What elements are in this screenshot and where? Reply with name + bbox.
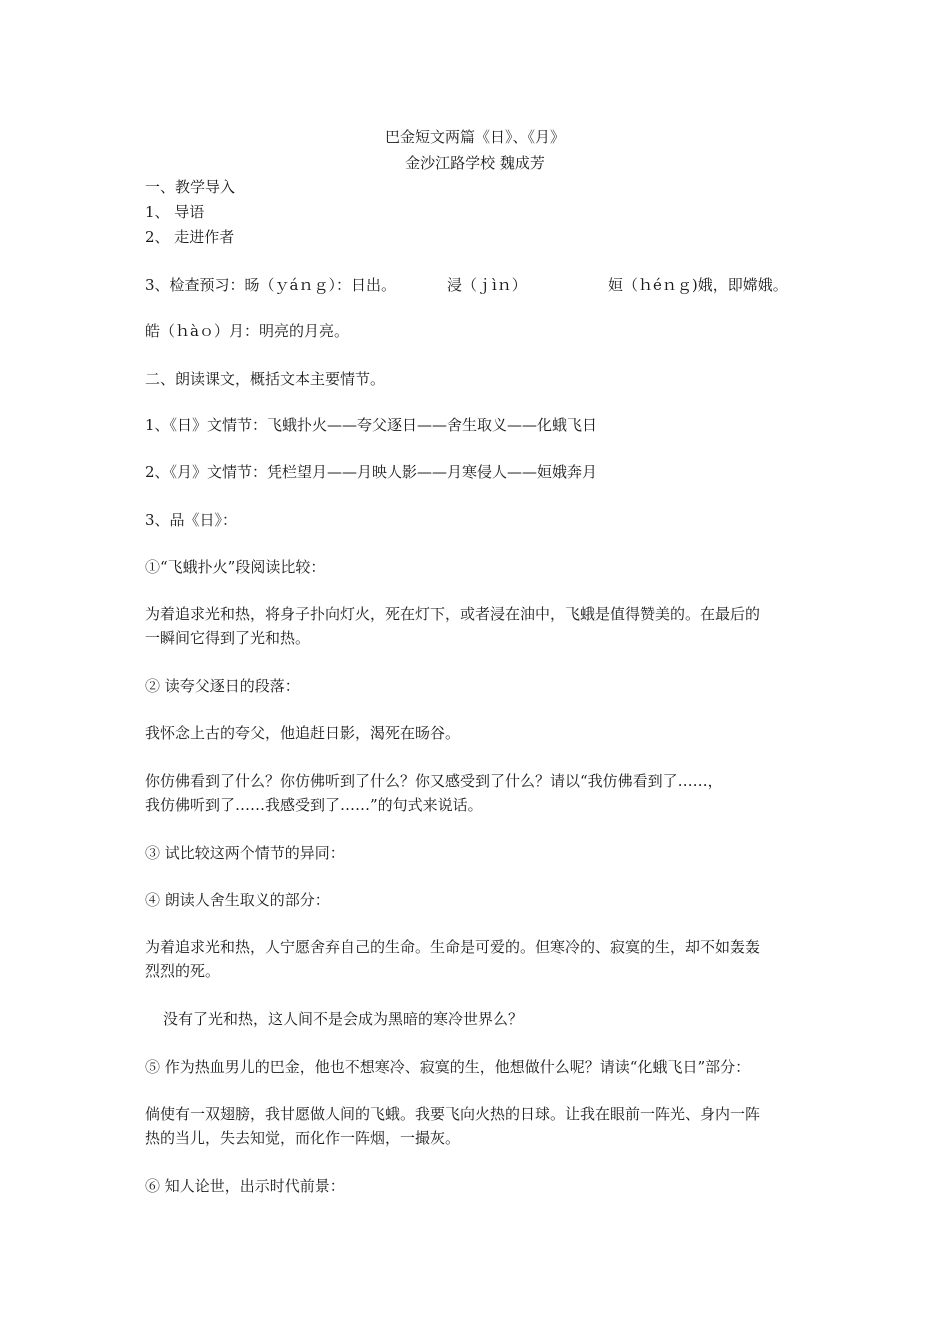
document-title: 巴金短文两篇《日》、《月》 [384, 128, 565, 146]
plot-summary-moon: 2、《月》文情节：凭栏望月——月映人影——月寒侵人——姮娥奔月 [145, 463, 598, 481]
item-4-text-line-2: 烈烈的死。 [145, 962, 221, 980]
item-2-question-line-1: 你仿佛看到了什么？你仿佛听到了什么？你又感受到了什么？请以“我仿佛看到了……， [145, 772, 723, 790]
preview-check-jin: 浸（ｊìｎ） [447, 276, 527, 294]
item-2-label: ② 读夸父逐日的段落： [145, 677, 300, 695]
section-heading-reading: 二、朗读课文，概括文本主要情节。 [145, 370, 386, 388]
preview-check-hao: 皓（ｈàｏ）月：明亮的月亮。 [145, 322, 349, 340]
section-heading-intro: 一、教学导入 [145, 178, 236, 196]
item-4-label: ④ 朗读人舍生取义的部分： [145, 891, 330, 909]
item-2-question-line-2: 我仿佛听到了……我感受到了……”的句式来说话。 [145, 796, 483, 814]
item-2-text: 我怀念上古的夸父，他追赶日影，渴死在旸谷。 [145, 724, 461, 742]
item-3-label: ③ 试比较这两个情节的异同： [145, 844, 345, 862]
item-5-label: ⑤ 作为热血男儿的巴金，他也不想寒冷、寂寞的生，他想做什么呢？请读“化蛾飞日”部分： [145, 1058, 751, 1076]
item-1-text-line-2: 一瞬间它得到了光和热。 [145, 629, 311, 647]
item-1-text-line-1: 为着追求光和热，将身子扑向灯火，死在灯下，或者浸在油中，飞蛾是值得赞美的。在最后的 [145, 605, 761, 623]
plot-summary-sun: 1、《日》文情节：飞蛾扑火——夸父逐日——舍生取义——化蛾飞日 [145, 416, 598, 434]
preview-check-yang: 3、检查预习：旸（ｙáｎｇ）：日出。 [145, 276, 396, 294]
document-author: 金沙江路学校 魏成芳 [405, 154, 545, 172]
item-4-text-line-3: 没有了光和热，这人间不是会成为黑暗的寒冷世界么？ [163, 1010, 524, 1028]
item-4-text-line-1: 为着追求光和热，人宁愿舍弃自己的生命。生命是可爱的。但寒冷的、寂寞的生，却不如轰轰 [145, 938, 761, 956]
preview-check-heng: 姮（ｈéｎｇ)娥，即嫦娥。 [608, 276, 788, 294]
list-item-author: 2、 走进作者 [145, 228, 235, 246]
item-5-text-line-2: 热的当儿，失去知觉，而化作一阵烟，一撮灰。 [145, 1129, 461, 1147]
item-6-label: ⑥ 知人论世，出示时代前景： [145, 1177, 345, 1195]
item-5-text-line-1: 倘使有一双翅膀，我甘愿做人间的飞蛾。我要飞向火热的日球。让我在眼前一阵光、身内一阵 [145, 1105, 761, 1123]
item-1-label: ①“飞蛾扑火”段阅读比较： [145, 558, 326, 576]
preview-check-line [145, 275, 810, 295]
subsection-heading-sun: 3、品《日》： [145, 511, 238, 529]
list-item-guide: 1、 导语 [145, 203, 205, 221]
